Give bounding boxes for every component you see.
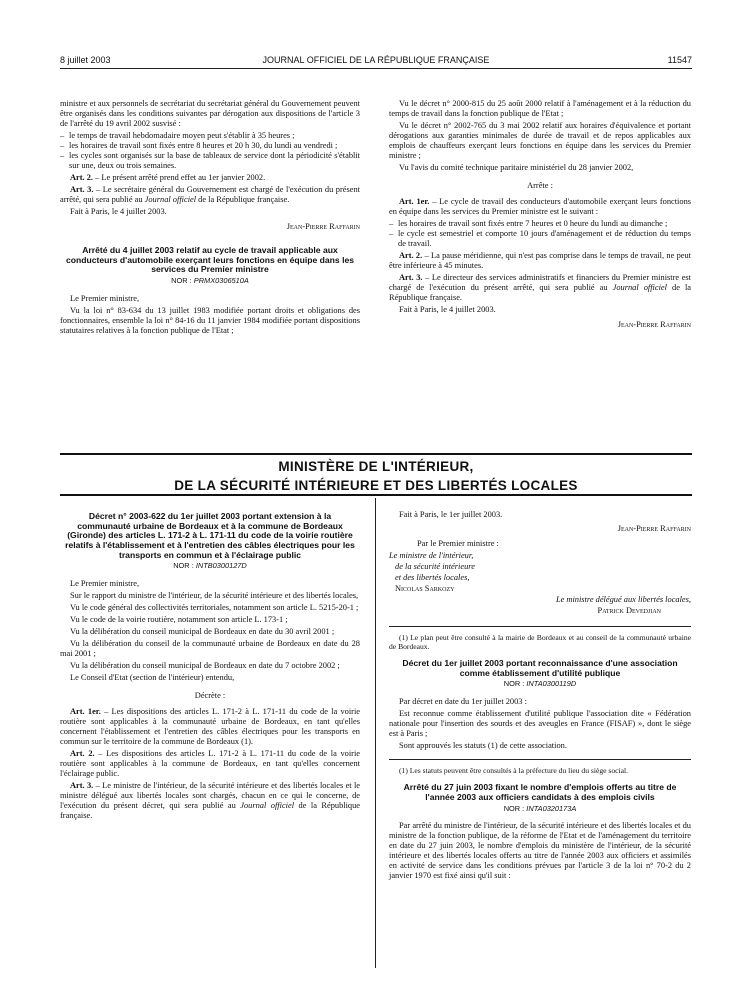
decret-622-article-1: Art. 1er. – Les dispositions des articles L. 171-2 à L. 171-11 du code de la voirie routière sont applicables à la communauté urbaine de Bordeaux, en tant qu'elles concernent l'établissement et l'entretien des câbles électriques pour les transports en commun sur le territoire de la commune de Bordeaux (1). — [60, 706, 360, 746]
decret-622-p3: Vu le code général des collectivités territoriales, notamment son article L. 5215-20-1 ; — [70, 602, 359, 612]
decret-fisaf-title: Décret du 1er juillet 2003 portant reconnaissance d'une association comme établissement d'utilité publique — [402, 658, 678, 678]
decret-fisaf-p3: Sont approuvés les statuts (1) de cette association. — [399, 741, 567, 751]
arrete-cycle-p4: Vu le décret n° 2002-765 du 3 mai 2002 relatif aux horaires d'équivalence et portant dérogations aux garanties minimales de durée de travail et de repos applicables aux emplois de chauffeurs exerçant leurs fonctions en équipe dans les services du Premier ministre ; — [389, 121, 691, 160]
prev-arrete-article-2: Art. 2. – Le présent arrêté prend effet au 1er janvier 2002. — [70, 173, 266, 182]
article-label: Art. 2. — [70, 748, 95, 758]
arrete-cycle-fait: Fait à Paris, le 4 juillet 2003. — [399, 305, 496, 314]
decret-622-fait: Fait à Paris, le 1er juillet 2003. — [399, 510, 503, 519]
minister-2-title: Le ministre délégué aux libertés locales, — [555, 595, 691, 604]
minister-1-title-1: Le ministre de l'intérieur, — [389, 551, 474, 560]
decret-622-p2: Sur le rapport du ministre de l'intérieur, de la sécurité intérieure et des libertés locales, — [70, 590, 359, 600]
decret-fisaf-nor: NOR : INTA0300119D — [503, 679, 577, 689]
prev-arrete-intro: ministre et aux personnels de secrétariat du secrétariat général du Gouvernement peuvent être organisés dans les conditions suivantes par dérogation aux dispositions de l'article 3 de l'arrêté du 19 avril 2002 susvisé : — [60, 99, 360, 128]
upper-right-column — [389, 99, 691, 335]
list-item: – le cycle est semestriel et comporte 10 jours d'aménagement et de réduction du temps de travail. — [389, 229, 691, 249]
article-label: Art. 3. — [399, 273, 423, 282]
ministry-line-1: MINISTÈRE DE L'INTÉRIEUR, — [278, 459, 474, 474]
prev-arrete-list — [60, 131, 360, 171]
arrete-cycle-arrete: Arrête : — [527, 181, 553, 190]
footnote-rule — [389, 759, 691, 760]
decret-fisaf-p1: Par décret en date du 1er juillet 2003 : — [399, 697, 527, 707]
list-item: – le temps de travail hebdomadaire moyen peut s'établir à 35 heures ; — [60, 131, 360, 141]
article-label: Art. 1er. — [399, 197, 430, 206]
arrete-emplois-nor: NOR : INTA0320173A — [503, 803, 577, 813]
decret-622-par-pm: Par le Premier ministre : — [417, 539, 499, 548]
minister-1-title-3: et des libertés locales, — [395, 573, 470, 582]
arrete-cycle-article-1: Art. 1er. – Le cycle de travail des conducteurs d'automobile exerçant leurs fonctions en équipe dans les services du Premier ministre est le suivant : — [389, 197, 692, 216]
decret-622-p6: Vu la délibération du conseil de la communauté urbaine de Bordeaux en date du 28 mai 2001 ; — [60, 638, 360, 658]
arrete-cycle-title: Arrêté du 4 juillet 2003 relatif au cycle de travail applicable aux conducteurs d'automobile exerçant leurs fonctions en équipe dans les services du Premier ministre — [65, 245, 355, 275]
article-label: Art. 2. — [70, 173, 94, 182]
arrete-cycle-nor: NOR : PRMX0306510A — [171, 275, 249, 285]
ministry-line-2: DE LA SÉCURITÉ INTÉRIEURE ET DES LIBERTÉS LOCALES — [174, 478, 578, 493]
header-date: 8 juillet 2003 — [60, 55, 111, 65]
list-item: – les horaires de travail sont fixés entre 8 heures et 20 h 30, du lundi au vendredi ; — [60, 141, 360, 151]
header-journal-title: JOURNAL OFFICIEL DE LA RÉPUBLIQUE FRANÇAISE — [262, 55, 490, 65]
arrete-cycle-p3: Vu le décret n° 2000-815 du 25 août 2000 relatif à l'aménagement et à la réduction du temps de travail dans la fonction publique de l'Etat ; — [389, 99, 691, 118]
decret-622-p5: Vu la délibération du conseil municipal de Bordeaux en date du 30 avril 2001 ; — [70, 626, 335, 636]
decret-622-signature: Jean-Pierre Raffarin — [617, 524, 691, 533]
arrete-cycle-article-3: Art. 3. – Le directeur des services administratifs et financiers du Premier ministre est chargé de l'exécution du présent arrêté, qui sera publié au Journal officiel de la République française. — [389, 273, 691, 302]
minister-1-name: Nicolas Sarkozy — [395, 584, 455, 593]
arrete-cycle-p5: Vu l'avis du comité technique paritaire ministériel du 28 janvier 2002, — [399, 163, 634, 172]
column-divider — [375, 498, 376, 968]
arrete-cycle-article-2: Art. 2. – La pause méridienne, qui n'est pas comprise dans le temps de travail, ne peut être inférieure à 45 minutes. — [389, 251, 691, 270]
decret-622-footnote: (1) Le plan peut être consulté à la mairie de Bordeaux et au conseil de la communauté urbaine de Bordeaux. — [389, 633, 691, 652]
decret-622-article-3: Art. 3. – Le ministre de l'intérieur, de la sécurité intérieure et des libertés locales et le ministre délégué aux libertés locales sont chargés, chacun en ce qui le concerne, de l'exécution du présent décret, qui sera publié au Journal officiel de la République française. — [60, 780, 361, 820]
header-page-number: 11547 — [667, 55, 692, 65]
minister-1-title-2: de la sécurité intérieure — [395, 562, 475, 571]
article-label: Art. 3. — [70, 185, 94, 194]
decret-fisaf-p2: Est reconnue comme établissement d'utilité publique l'association dite « Fédération nationale pour l'insertion des sourds et des aveugles en France (FISAF) », dont le siège est à Paris ; — [389, 709, 691, 739]
upper-left-column — [60, 99, 360, 338]
arrete-cycle-p2: Vu la loi n° 83-634 du 13 juillet 1983 modifiée portant droits et obligations des fonctionnaires, ensemble la loi n° 84-16 du 11 janvier 1984 modifiée portant dispositions statutaires relatives à la fonction publique de l'Etat ; — [60, 305, 360, 335]
decret-fisaf-footnote: (1) Les statuts peuvent être consultés à la préfecture du lieu du siège social. — [399, 766, 628, 776]
list-item: – les horaires de travail sont fixés entre 7 heures et 0 heure du lundi au dimanche ; — [389, 219, 691, 229]
decret-622-p4: Vu le code de la voirie routière, notamment son article L. 173-1 ; — [70, 614, 288, 624]
decret-622-p8: Le Conseil d'Etat (section de l'intérieur) entendu, — [70, 672, 235, 682]
prev-arrete-article-3: Art. 3. – Le secrétaire général du Gouvernement est chargé de l'exécution du présent arrêté, qui sera publié au Journal officiel de la République française. — [60, 185, 360, 204]
lower-right-column — [389, 510, 691, 883]
arrete-cycle-signature: Jean-Pierre Raffarin — [617, 320, 691, 329]
footnote-rule — [389, 626, 691, 627]
page-header — [60, 55, 692, 69]
decret-622-p1: Le Premier ministre, — [70, 578, 140, 588]
article-label: Art. 1er. — [70, 706, 101, 716]
arrete-cycle-p1: Le Premier ministre, — [70, 293, 140, 303]
header-rule — [60, 68, 692, 69]
decret-622-p7: Vu la délibération du conseil municipal de Bordeaux en date du 7 octobre 2002 ; — [70, 660, 340, 670]
arrete-cycle-list — [389, 219, 691, 249]
prev-arrete-fait: Fait à Paris, le 4 juillet 2003. — [70, 207, 167, 216]
minister-2-name: Patrick Devedjian — [597, 606, 661, 615]
ministry-banner — [60, 453, 692, 496]
arrete-emplois-title: Arrêté du 27 juin 2003 fixant le nombre d'emplois offerts au titre de l'année 2003 aux officiers candidats à des emplois civils — [403, 782, 677, 803]
decret-622-title: Décret n° 2003-622 du 1er juillet 2003 portant extension à la communauté urbaine de Bordeaux et à la commune de Bordeaux (Gironde) des articles L. 171-2 à L. 171-11 du code de la voirie routière relatifs à l'établissement et à l'entretien des câbles électriques pour les transports en commun et à l'éclairage public — [65, 511, 355, 560]
lower-left-column — [60, 510, 360, 823]
list-item: – les cycles sont organisés sur la base de tableaux de service dont la périodicité s'établit sur une, deux ou trois semaines. — [60, 151, 360, 171]
decret-622-decrete: Décrète : — [194, 690, 226, 700]
arrete-emplois-p1: Par arrêté du ministre de l'intérieur, de la sécurité intérieure et des libertés locales et du ministre de la fonction publique, de la réforme de l'Etat et de l'aménagement du territoire en date du 27 juin 2003, le nombre d'emplois du ministère de l'intérieur, de la sécurité intérieure et des libertés locales offerts au titre de l'année 2003 aux officiers et assimilés en activité de service dans les conditions prévues par l'article 3 de la loi n° 70-2 du 2 janvier 1970 est fixé ainsi qu'il suit : — [389, 821, 691, 881]
decret-622-article-2: Art. 2. – Les dispositions des articles L. 171-2 à L. 171-11 du code de la voirie routière sont applicables à la commune de Bordeaux, en tant qu'elles concernent l'éclairage public. — [60, 748, 361, 778]
article-label: Art. 3. — [70, 780, 94, 790]
prev-arrete-signature: Jean-Pierre Raffarin — [286, 222, 360, 231]
article-label: Art. 2. — [399, 251, 423, 260]
decret-622-nor: NOR : INTB0300127D — [173, 561, 247, 571]
